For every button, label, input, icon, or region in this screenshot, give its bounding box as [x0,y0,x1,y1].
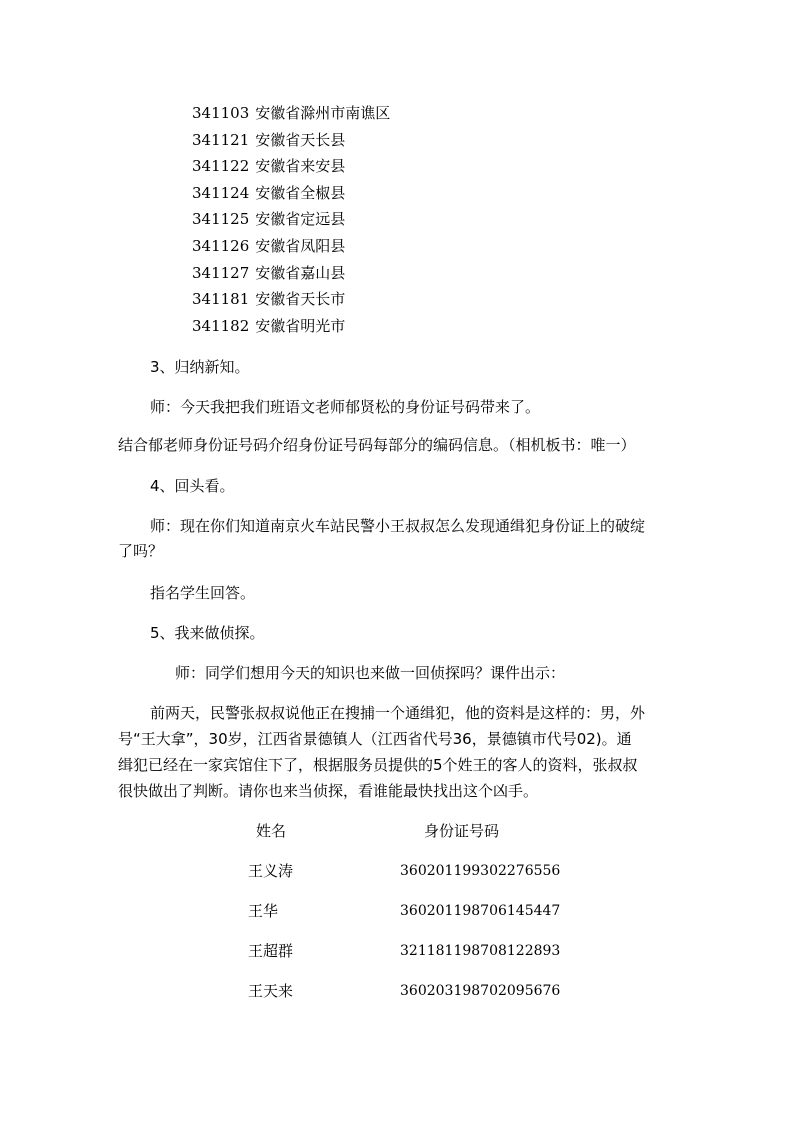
region-code-item: 341126 安徽省凤阳县 [192,236,346,255]
step5-heading: 5、我来做侦探。 [150,624,265,642]
suspect-table [248,818,588,1018]
table-row [248,858,588,898]
region-code-item: 341124 安徽省全椒县 [192,183,346,202]
step3-teacher-line: 师：今天我把我们班语文老师郁贤松的身份证号码带来了。 [150,398,541,416]
step5-teacher-line: 师：同学们想用今天的知识也来做一回侦探吗？课件出示： [175,664,566,682]
row-id: 360201198706145447 [400,903,561,919]
region-code-item: 341125 安徽省定远县 [192,210,346,229]
row-name: 王华 [248,902,279,920]
step4-heading: 4、回头看。 [150,477,235,495]
region-code-item: 341182 安徽省明光市 [192,316,346,335]
region-code-item: 341181 安徽省天长市 [192,290,346,309]
story-line-3: 缉犯已经在一家宾馆住下了，根据服务员提供的5个姓王的客人的资料，张叔叔 [118,756,638,774]
region-code-item: 341122 安徽省来安县 [192,157,346,176]
step4-teacher-line-2: 了吗？ [118,542,164,560]
row-name: 王义涛 [248,862,294,880]
table-row [248,978,588,1018]
row-name: 王超群 [248,942,294,960]
header-id: 身份证号码 [424,822,500,840]
step4-teacher-line-1: 师：现在你们知道南京火车站民警小王叔叔怎么发现通缉犯身份证上的破绽 [150,517,646,535]
story-line-4: 很快做出了判断。请你也来当侦探，看谁能最快找出这个凶手。 [118,782,539,800]
step3-heading: 3、归纳新知。 [150,358,250,376]
table-row [248,898,588,938]
table-row [248,938,588,978]
region-code-item: 341121 安徽省天长县 [192,130,346,149]
region-code-item: 341127 安徽省嘉山县 [192,263,346,282]
story-line-1: 前两天，民警张叔叔说他正在搜捕一个通缉犯，他的资料是这样的：男，外 [150,704,646,722]
row-name: 王天来 [248,982,294,1000]
step4-instruction: 指名学生回答。 [150,584,256,602]
table-header [248,818,588,858]
story-line-2: 号“王大拿”，30岁，江西省景德镇人（江西省代号36，景德镇市代号02)。通 [118,730,632,748]
row-id: 360201199302276556 [400,863,561,879]
region-code-item: 341103 安徽省滁州市南谯区 [192,104,391,122]
row-id: 360203198702095676 [400,983,561,999]
step3-continuation: 结合郁老师身份证号码介绍身份证号码每部分的编码信息。（相机板书：唯一） [118,436,636,454]
row-id: 321181198708122893 [400,943,561,959]
region-code-list [192,100,390,339]
header-name: 姓名 [256,822,287,840]
